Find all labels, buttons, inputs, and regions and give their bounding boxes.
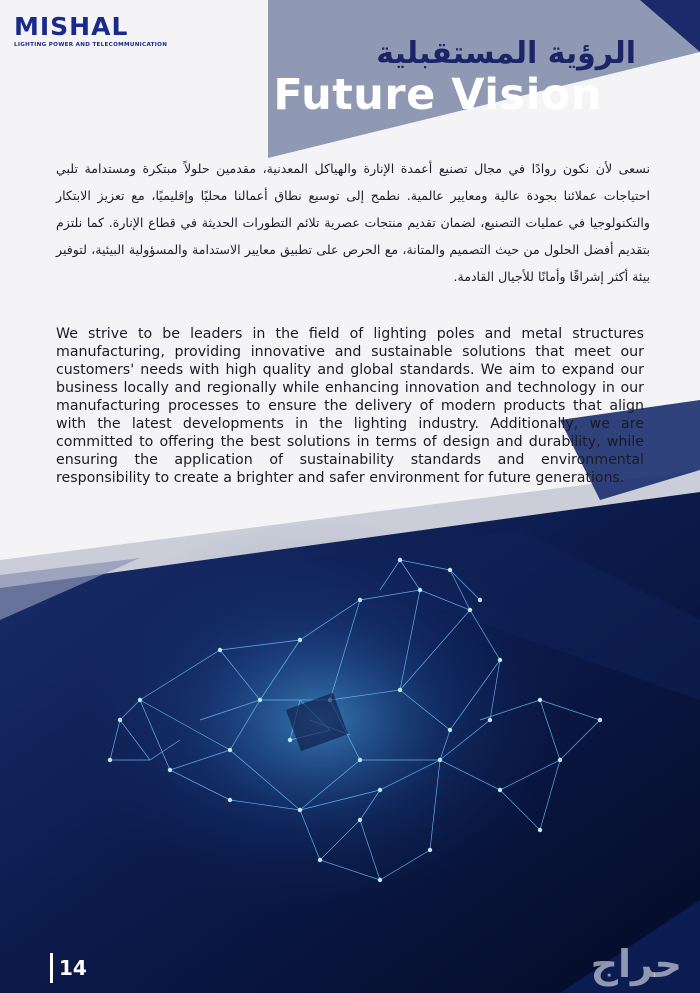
page-title-arabic: الرؤية المستقبلية	[376, 36, 636, 71]
page-number: 14	[50, 953, 97, 983]
brand-logo	[14, 12, 184, 50]
brand-tagline: LIGHTING POWER AND TELECOMMUNICATION	[14, 42, 168, 48]
brand-name: MISHAL	[14, 12, 129, 41]
page-title-english: Future Vision	[273, 70, 602, 120]
watermark: حراج	[590, 942, 682, 986]
body-text-english: We strive to be leaders in the field of lighting poles and metal structures manufacturing, providing innovative and sustainable solutions that meet our customers' needs with high quality and global standards. We aim to expand our business locally and regionally while enhancing innovation and technology in our manufacturing processes to ensure the delivery of modern products that align with the latest developments in the lighting industry. Additionally, we are committed to offering the best solutions in terms of design and durability, while ensuring the application of sustainability standards and environmental responsibility to create a brighter and safer environment for future generations.	[56, 326, 644, 486]
body-text-arabic: نسعى لأن نكون روادًا في مجال تصنيع أعمدة الإنارة والهياكل المعدنية، مقدمين حلولاً مبتكرة ومستدامة تلبي احتياجات عملائنا بجودة عالية ومعايير عالمية. نطمح إلى توسيع نطاق أعمالنا محليًا وإقليميًا، مع تعزيز الابتكار والتكنولوجيا في عمليات التصنيع، لضمان تقديم منتجات عصرية تلائم التطورات الحديثة في قطاع الإنارة. كما نلتزم بتقديم أفضل الحلول من حيث التصميم والمتانة، مع الحرص على تطبيق معايير الاستدامة والمسؤولية البيئية، لتوفير بيئة أكثر إشراقًا وأمانًا للأجيال القادمة.	[56, 161, 650, 284]
